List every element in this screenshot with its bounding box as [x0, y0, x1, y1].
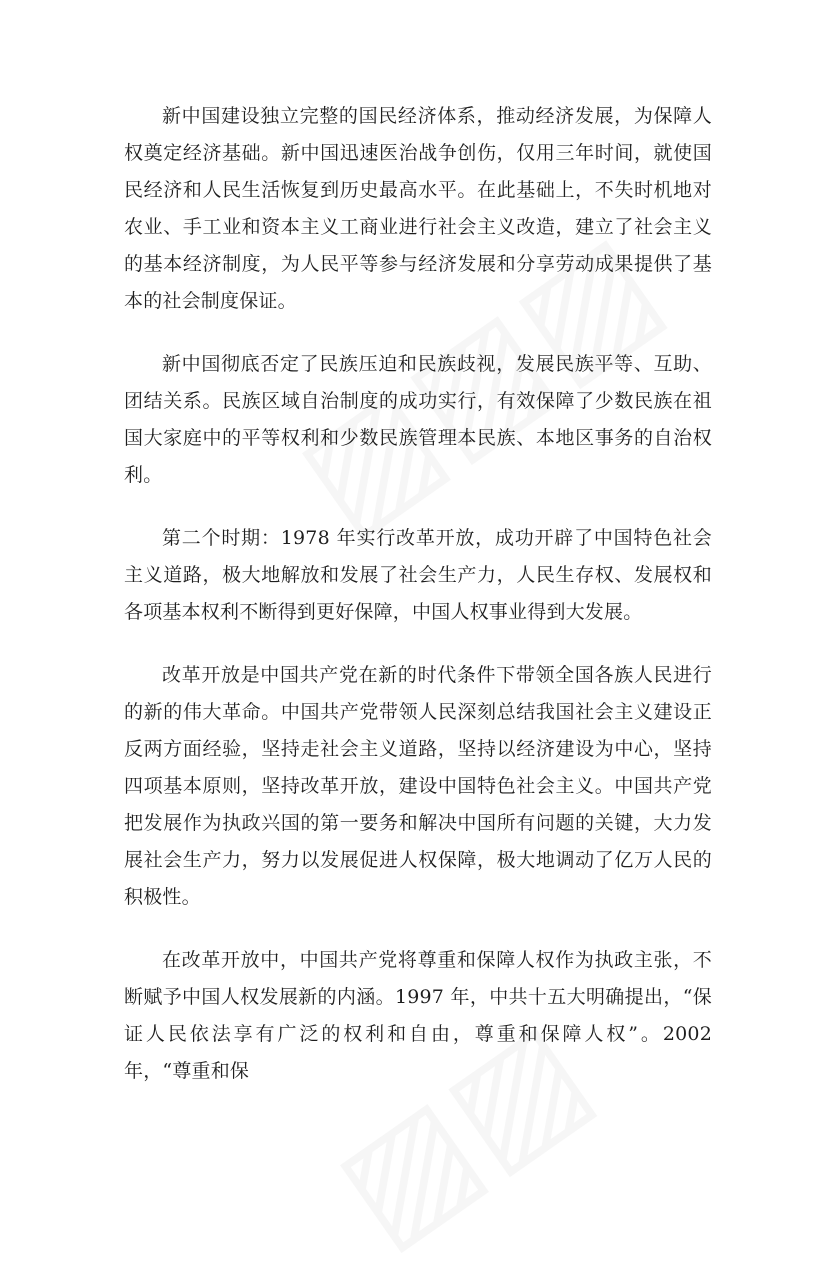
document-page: [124, 98, 712, 1116]
paragraph-3: 第二个时期：1978 年实行改革开放，成功开辟了中国特色社会主义道路，极大地解放和发展了社会生产力，人民生存权、发展权和各项基本权利不断得到更好保障，中国人权事业得到大发展。: [124, 527, 712, 623]
paragraph-2: 新中国彻底否定了民族压迫和民族歧视，发展民族平等、互助、团结关系。民族区域自治制度的成功实行，有效保障了少数民族在祖国大家庭中的平等权利和少数民族管理本民族、本地区事务的自治权利。: [124, 353, 712, 486]
paragraph-1: 新中国建设独立完整的国民经济体系，推动经济发展，为保障人权奠定经济基础。新中国迅速医治战争创伤，仅用三年时间，就使国民经济和人民生活恢复到历史最高水平。在此基础上，不失时机地对农业、手工业和资本主义工商业进行社会主义改造，建立了社会主义的基本经济制度，为人民平等参与经济发展和分享劳动成果提供了基本的社会制度保证。: [124, 105, 712, 312]
paragraph-5: 在改革开放中，中国共产党将尊重和保障人权作为执政主张，不断赋予中国人权发展新的内涵。1997 年，中共十五大明确提出，“保证人民依法享有广泛的权利和自由，尊重和保障人权”。2002 年，“尊重和保: [124, 949, 712, 1082]
paragraph-4: 改革开放是中国共产党在新的时代条件下带领全国各族人民进行的新的伟大革命。中国共产党带领人民深刻总结我国社会主义建设正反两方面经验，坚持走社会主义道路，坚持以经济建设为中心，坚持四项基本原则，坚持改革开放，建设中国特色社会主义。中国共产党把发展作为执政兴国的第一要务和解决中国所有问题的关键，大力发展社会生产力，努力以发展促进人权保障，极大地调动了亿万人民的积极性。: [124, 664, 712, 908]
